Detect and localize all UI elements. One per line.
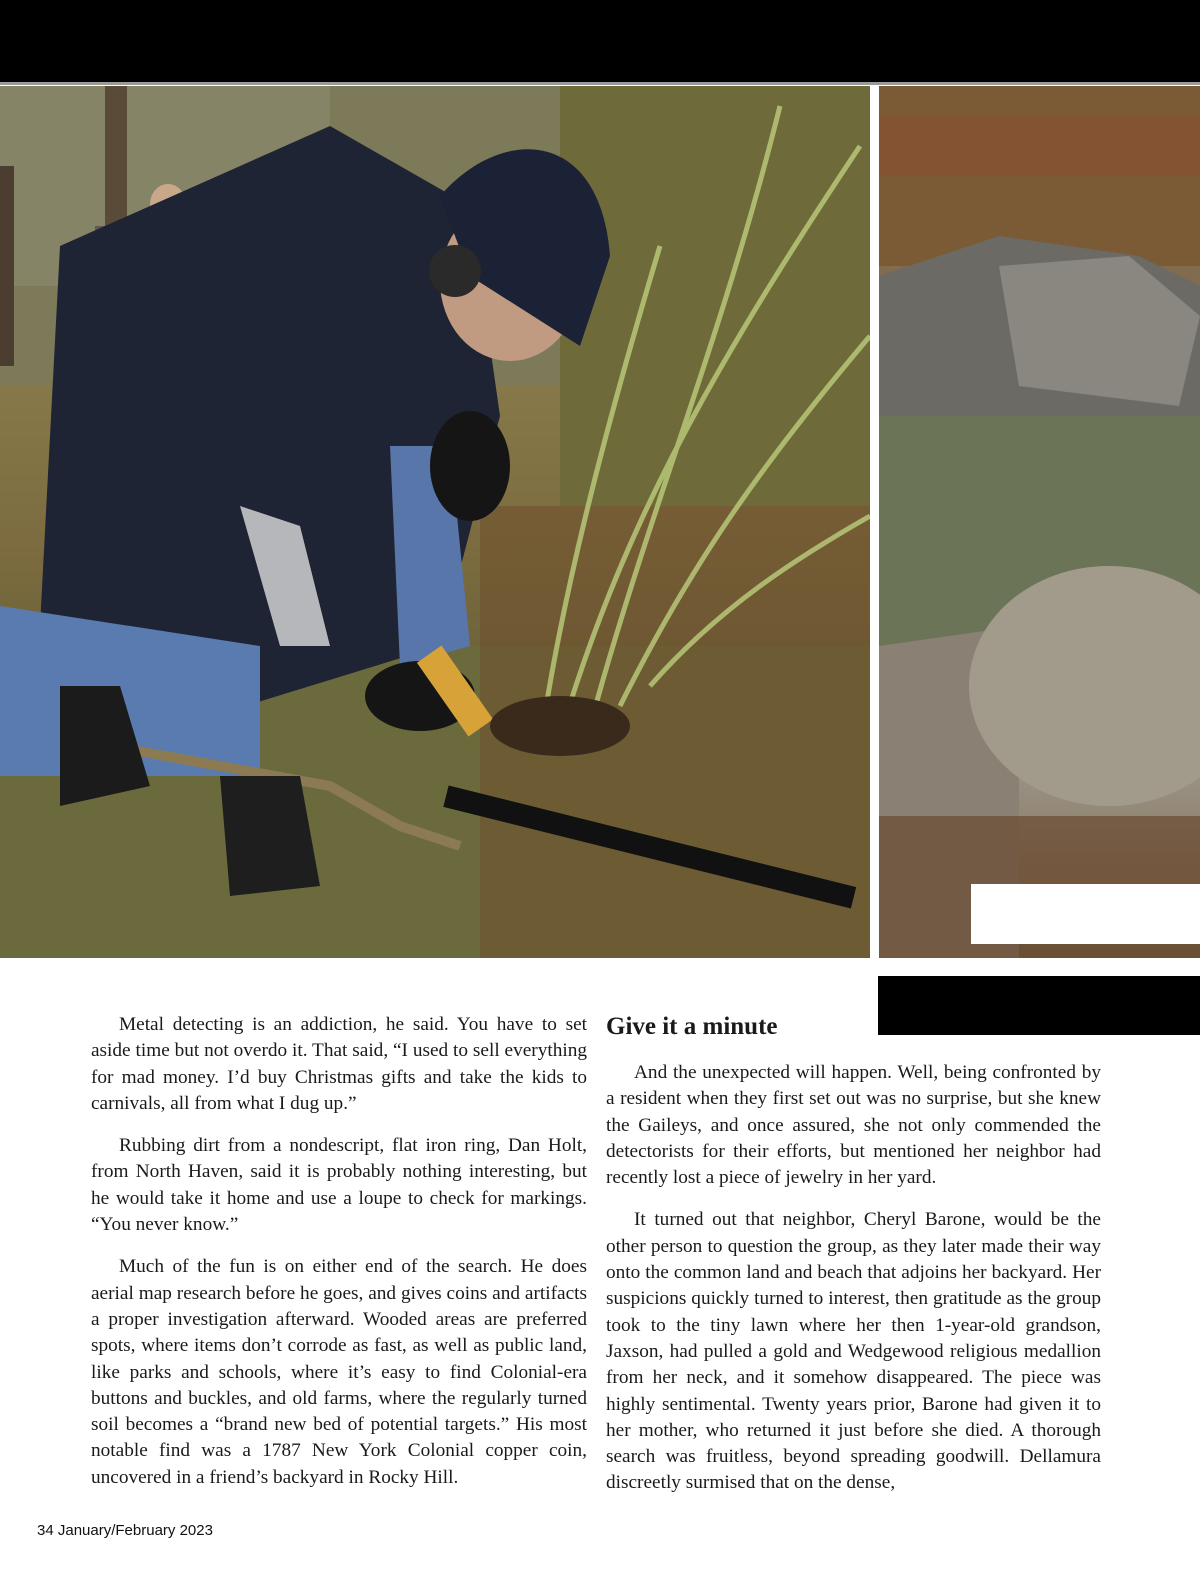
rocky-shore-photo: [879, 86, 1200, 958]
page-folio: 34 January/February 2023: [37, 1522, 213, 1539]
rocky-shore-illustration: [879, 86, 1200, 958]
metal-detecting-photo: [0, 86, 870, 958]
header-rule: [0, 82, 1200, 85]
article-paragraph: Metal detecting is an addiction, he said. You have to set aside time but not overdo it. That said, “I used to sell everything for mad money. I’d buy Christmas gifts and take the kids to carnivals, all from what I dug up.”: [91, 1014, 587, 1114]
section-heading: Give it a minute: [606, 1013, 778, 1040]
article-paragraph: Rubbing dirt from a nondescript, flat iron ring, Dan Holt, from North Haven, said it is probably nothing interesting, but he would take it home and use a loupe to check for markings. “You never know.”: [91, 1135, 587, 1236]
article-left-column: [91, 1012, 587, 1507]
article-paragraph: Much of the fun is on either end of the search. He does aerial map research before he goes, and gives coins and artifacts a proper investigation afterward. Wooded areas are preferred spots, where items don’t corrode as fast, as well as public land, like parks and schools, where it’s easy to find Colonial-era buttons and buckles, and old farms, where the regularly turned soil becomes a “brand new bed of potential targets.” His most notable find was a 1787 New York Colonial copper coin, uncovered in a friend’s backyard in Rocky Hill.: [91, 1256, 587, 1488]
metal-detecting-illustration: [0, 86, 870, 958]
sidebar-white-panel: [971, 884, 1200, 944]
article-paragraph: It turned out that neighbor, Cheryl Barone, would be the other person to question the group, as they later made their way onto the common land and beach that adjoins her backyard. Her suspicions quickly turned to interest, then gratitude as the group took to the tiny lawn where her then 1-year-old grandson, Jaxson, had pulled a gold and Wedgewood religious medallion from her neck, and it somehow disappeared. The piece was highly sentimental. Twenty years prior, Barone had given it to her mother, who returned it just before she died. A thorough search was fruitless, beyond spreading goodwill. Dellamura discreetly surmised that on the dense,: [606, 1209, 1101, 1494]
article-paragraph: And the unexpected will happen. Well, being confronted by a resident when they first set out was no surprise, but she knew the Gaileys, and once assured, she not only commended the detectorists for their efforts, but mentioned her neighbor had recently lost a piece of jewelry in her yard.: [606, 1062, 1101, 1189]
header-bar: [0, 0, 1200, 82]
article-right-column: [606, 1012, 1101, 1513]
